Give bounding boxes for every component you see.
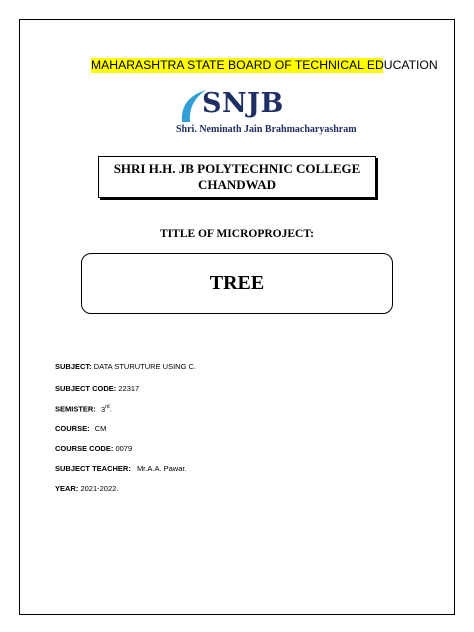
detail-label: SEMISTER: — [55, 404, 96, 414]
detail-value: DATA STURUTURE USING C. — [93, 362, 197, 371]
logo-text: SNJB — [202, 88, 284, 119]
detail-semester — [55, 404, 112, 414]
detail-value: 0079 — [115, 444, 133, 453]
detail-label: COURSE CODE: — [55, 444, 114, 453]
college-name-box — [98, 156, 376, 198]
detail-course — [55, 424, 106, 433]
logo-subtitle: Shri. Neminath Jain Brahmacharyashram — [176, 124, 357, 135]
detail-year — [55, 484, 118, 493]
project-title: TREE — [209, 272, 265, 294]
detail-course-code — [55, 444, 132, 453]
detail-value: 3 — [100, 404, 106, 414]
detail-label: SUBJECT TEACHER: — [55, 464, 131, 473]
detail-value: 22317 — [118, 384, 140, 393]
college-name-line2: CHANDWAD — [198, 177, 276, 192]
detail-label: SUBJECT: — [55, 362, 92, 371]
detail-value: CM — [94, 424, 107, 433]
detail-value: 2021-2022. — [80, 484, 119, 493]
detail-subject — [55, 362, 196, 371]
detail-value: Mr.A.A. Pawar. — [136, 464, 187, 473]
detail-subject-code — [55, 384, 139, 393]
board-heading: MAHARASHTRA STATE BOARD OF TECHNICAL EDUCATION — [91, 58, 438, 72]
college-name-line1: SHRI H.H. JB POLYTECHNIC COLLEGE — [113, 161, 361, 176]
snjb-logo — [176, 88, 357, 138]
detail-label: SUBJECT CODE: — [55, 384, 117, 393]
detail-value-suffix: . — [109, 404, 112, 414]
detail-label: YEAR: — [55, 484, 79, 493]
title-label: TITLE OF MICROPROJECT: — [160, 228, 314, 240]
project-title-box — [81, 253, 393, 314]
detail-value-sup: rd — [105, 404, 110, 410]
detail-subject-teacher — [55, 464, 187, 473]
detail-label: COURSE: — [55, 424, 90, 433]
